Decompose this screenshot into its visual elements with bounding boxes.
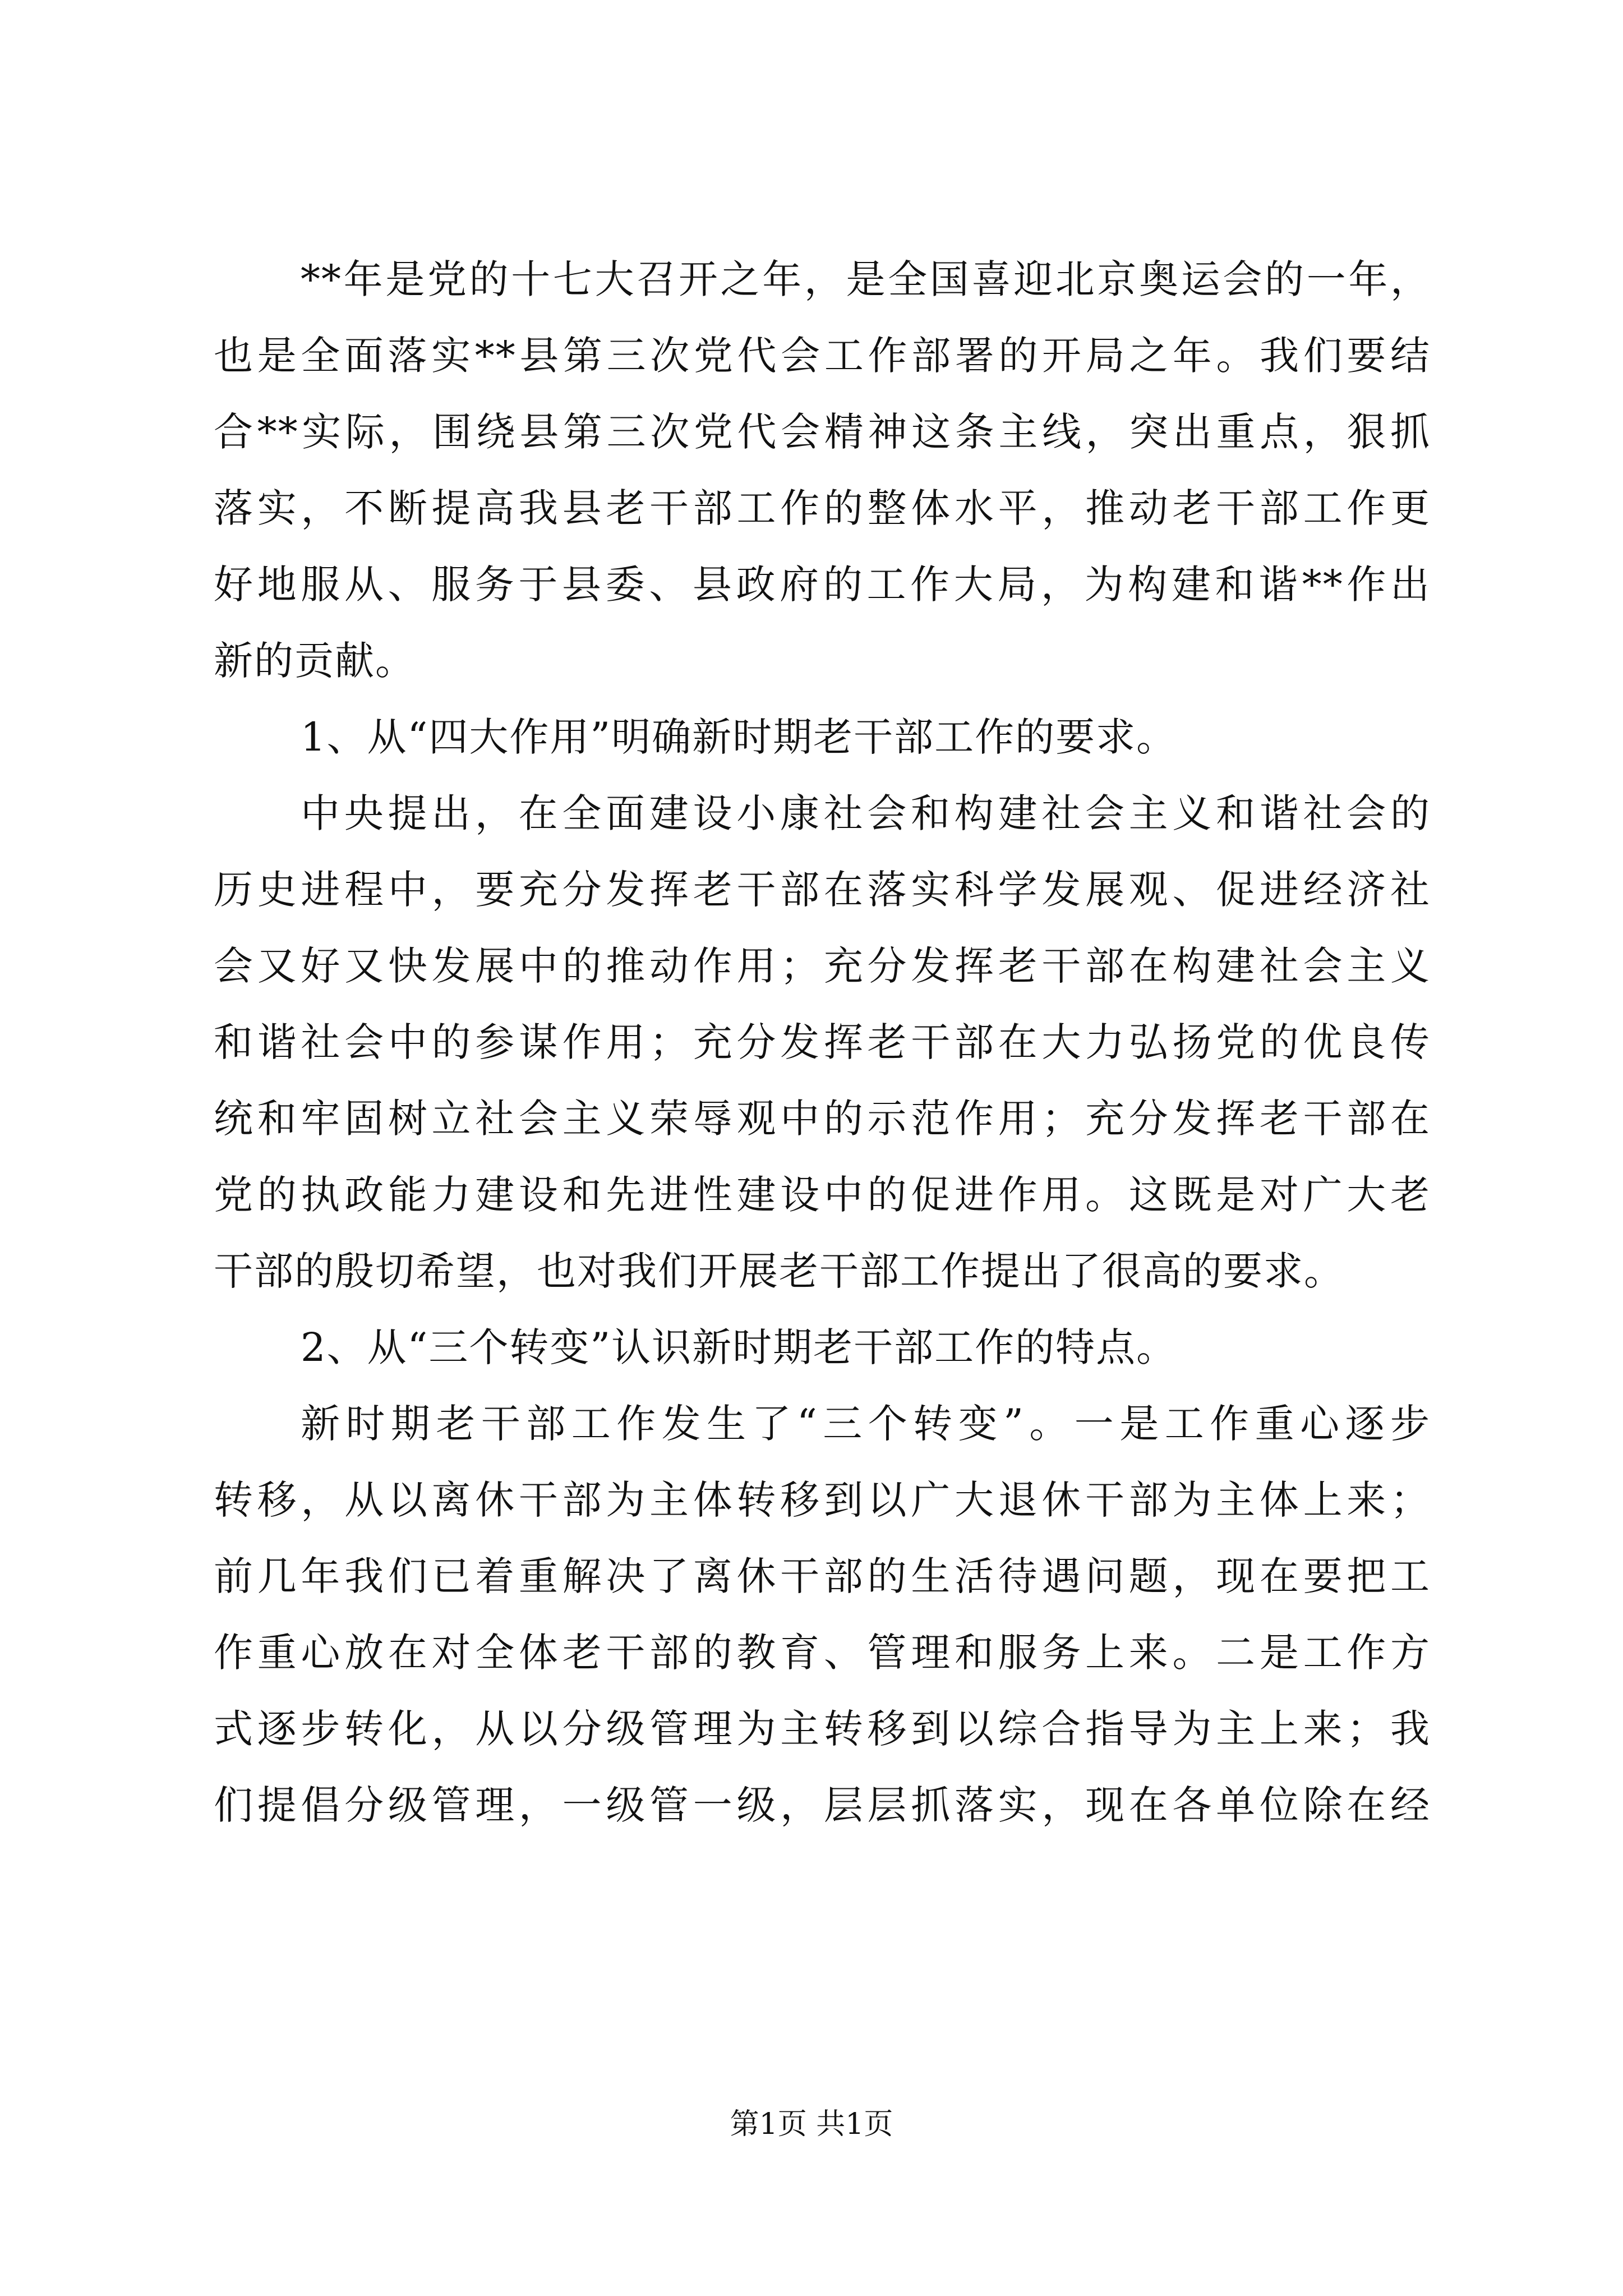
section-heading: 1、从“四大作用”明确新时期老干部工作的要求。 [301, 714, 1177, 760]
document-body [214, 241, 1431, 1843]
paragraph-line: 转移，从以离休干部为主体转移到以广大退休干部为主体上来； [214, 1477, 1431, 1523]
paragraph-line: 们提倡分级管理，一级管一级，层层抓落实，现在各单位除在经 [214, 1782, 1431, 1828]
page-number-footer: 第1页 共1页 [730, 2108, 893, 2141]
paragraph-line: 新的贡献。 [214, 638, 416, 684]
paragraph-line: 历史进程中，要充分发挥老干部在落实科学发展观、促进经济社 [214, 867, 1431, 913]
paragraph-line: 干部的殷切希望，也对我们开展老干部工作提出了很高的要求。 [214, 1248, 1344, 1294]
paragraph-line: 前几年我们已着重解决了离休干部的生活待遇问题，现在要把工 [214, 1553, 1431, 1599]
paragraph-line: 作重心放在对全体老干部的教育、管理和服务上来。二是工作方 [214, 1630, 1431, 1676]
paragraph-line: 新时期老干部工作发生了“三个转变”。一是工作重心逐步 [301, 1401, 1431, 1447]
paragraph-line: 也是全面落实**县第三次党代会工作部署的开局之年。我们要结 [214, 333, 1431, 379]
section-heading: 2、从“三个转变”认识新时期老干部工作的特点。 [301, 1324, 1177, 1370]
paragraph-line: 统和牢固树立社会主义荣辱观中的示范作用；充分发挥老干部在 [214, 1096, 1431, 1142]
paragraph-line: 好地服从、服务于县委、县政府的工作大局，为构建和谐**作出 [214, 562, 1431, 608]
paragraph-line: 合**实际，围绕县第三次党代会精神这条主线，突出重点，狠抓 [214, 409, 1431, 455]
paragraph-line: 党的执政能力建设和先进性建设中的促进作用。这既是对广大老 [214, 1172, 1431, 1218]
paragraph-line: 中央提出，在全面建设小康社会和构建社会主义和谐社会的 [301, 790, 1431, 836]
paragraph-line: 落实，不断提高我县老干部工作的整体水平，推动老干部工作更 [214, 485, 1431, 531]
paragraph-line: 和谐社会中的参谋作用；充分发挥老干部在大力弘扬党的优良传 [214, 1019, 1431, 1065]
paragraph-line: 式逐步转化，从以分级管理为主转移到以综合指导为主上来；我 [214, 1706, 1431, 1752]
paragraph-line: 会又好又快发展中的推动作用；充分发挥老干部在构建社会主义 [214, 943, 1431, 989]
paragraph-line: **年是党的十七大召开之年，是全国喜迎北京奥运会的一年， [301, 256, 1431, 302]
